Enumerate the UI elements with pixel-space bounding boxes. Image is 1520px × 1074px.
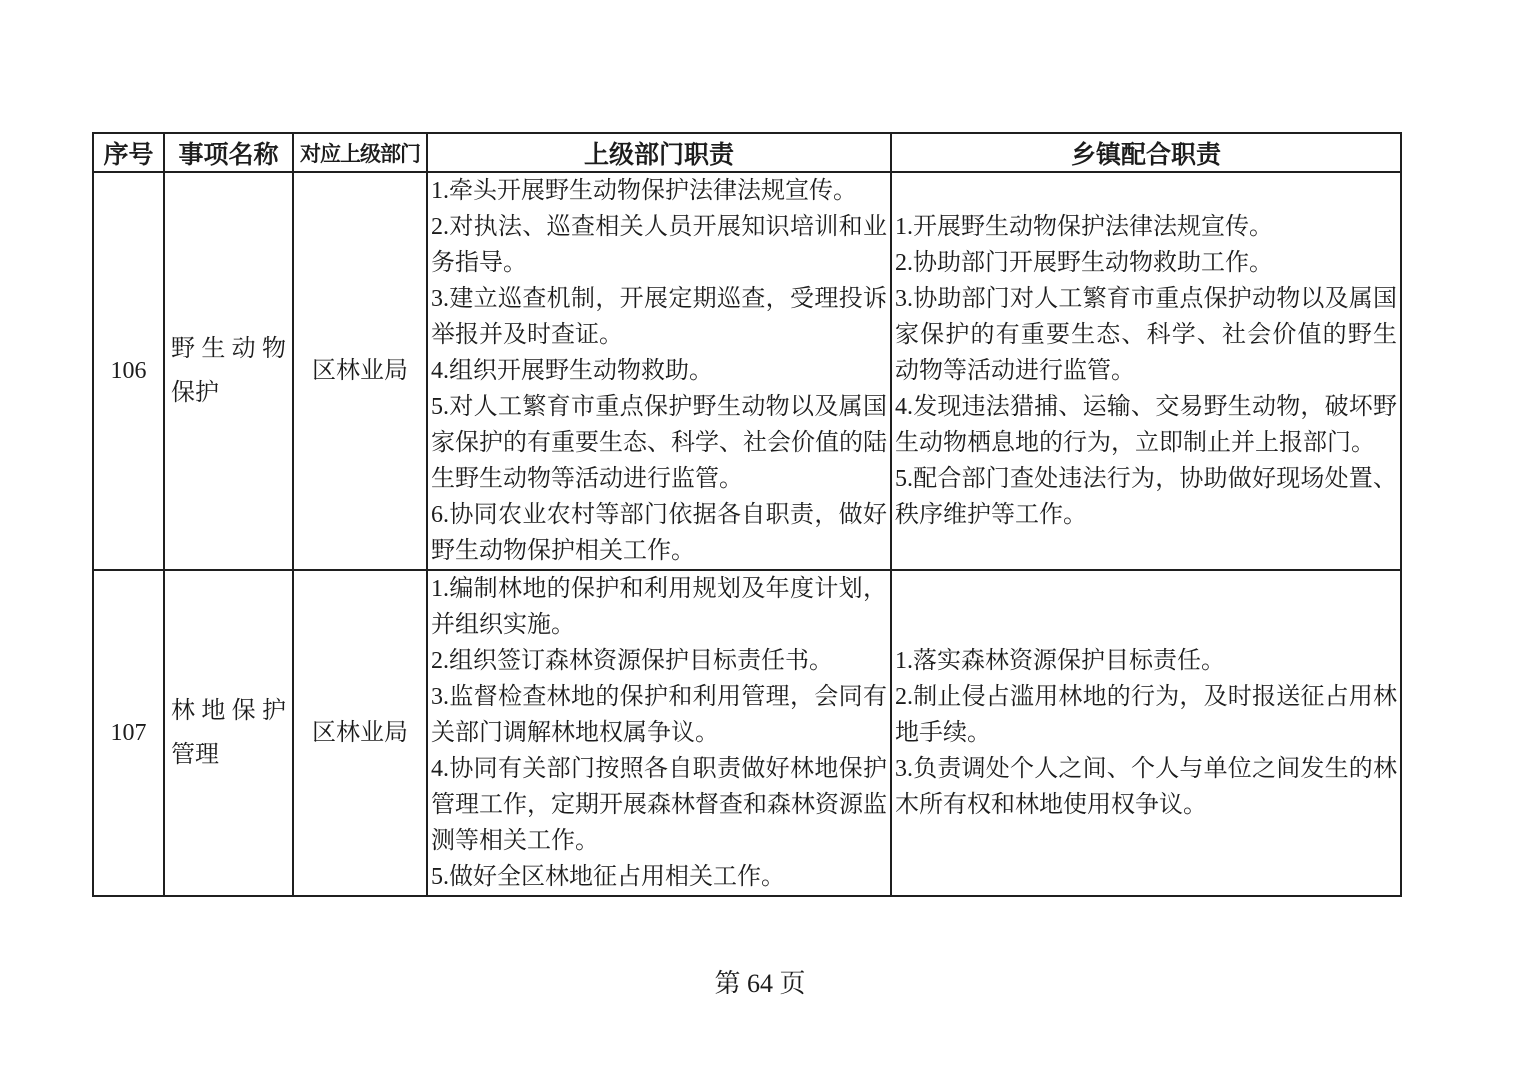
column-header-superior-duties: 上级部门职责: [427, 133, 891, 172]
column-header-item-name: 事项名称: [164, 133, 293, 172]
duty-item: 1.编制林地的保护和利用规划及年度计划，并组织实施。: [431, 576, 887, 638]
column-header-index: 序号: [93, 133, 164, 172]
column-header-township-duties: 乡镇配合职责: [891, 133, 1401, 172]
page-number: 第 64 页: [714, 969, 806, 998]
row-number: 107: [93, 570, 164, 896]
row-number: 106: [93, 172, 164, 570]
duty-item: 3.建立巡查机制，开展定期巡查，受理投诉举报并及时查证。: [431, 286, 887, 348]
duty-item: 3.协助部门对人工繁育市重点保护动物以及属国家保护的有重要生态、科学、社会价值的野生动物等活动进行监管。: [895, 286, 1397, 384]
duty-item: 2.对执法、巡查相关人员开展知识培训和业务指导。: [431, 214, 887, 276]
duty-item: 4.发现违法猎捕、运输、交易野生动物，破坏野生动物栖息地的行为，立即制止并上报部门。: [895, 394, 1397, 456]
department: 区林业局: [293, 570, 427, 896]
duty-item: 1.开展野生动物保护法律法规宣传。: [895, 214, 1273, 240]
duty-item: 4.协同有关部门按照各自职责做好林地保护管理工作，定期开展森林督查和森林资源监测等相关工作。: [431, 756, 887, 854]
duty-item: 3.监督检查林地的保护和利用管理，会同有关部门调解林地权属争议。: [431, 684, 887, 746]
duty-item: 2.组织签订森林资源保护目标责任书。: [431, 648, 833, 674]
duty-item: 5.对人工繁育市重点保护野生动物以及属国家保护的有重要生态、科学、社会价值的陆生野生动物等活动进行监管。: [431, 394, 887, 492]
duty-item: 4.组织开展野生动物救助。: [431, 358, 713, 384]
duty-item: 1.牵头开展野生动物保护法律法规宣传。: [431, 178, 857, 204]
item-name: 野生动物保护: [164, 172, 293, 570]
township-duties-cell: [891, 172, 1401, 570]
duty-item: 6.协同农业农村等部门依据各自职责，做好野生动物保护相关工作。: [431, 502, 887, 564]
duty-item: 5.做好全区林地征占用相关工作。: [431, 864, 785, 890]
table-header-row: [93, 133, 1401, 172]
item-name: 林地保护管理: [164, 570, 293, 896]
township-duties-cell: [891, 570, 1401, 896]
department: 区林业局: [293, 172, 427, 570]
table-row-107: [93, 570, 1401, 896]
duty-item: 5.配合部门查处违法行为，协助做好现场处置、秩序维护等工作。: [895, 466, 1397, 528]
table-row-106: [93, 172, 1401, 570]
duty-item: 3.负责调处个人之间、个人与单位之间发生的林木所有权和林地使用权争议。: [895, 756, 1397, 818]
column-header-department: 对应上级部门: [293, 133, 427, 172]
duty-item: 1.落实森林资源保护目标责任。: [895, 648, 1225, 674]
superior-duties-cell: [427, 570, 891, 896]
duty-item: 2.制止侵占滥用林地的行为，及时报送征占用林地手续。: [895, 684, 1397, 746]
duty-item: 2.协助部门开展野生动物救助工作。: [895, 250, 1273, 276]
superior-duties-cell: [427, 172, 891, 570]
duties-table: [92, 132, 1402, 897]
